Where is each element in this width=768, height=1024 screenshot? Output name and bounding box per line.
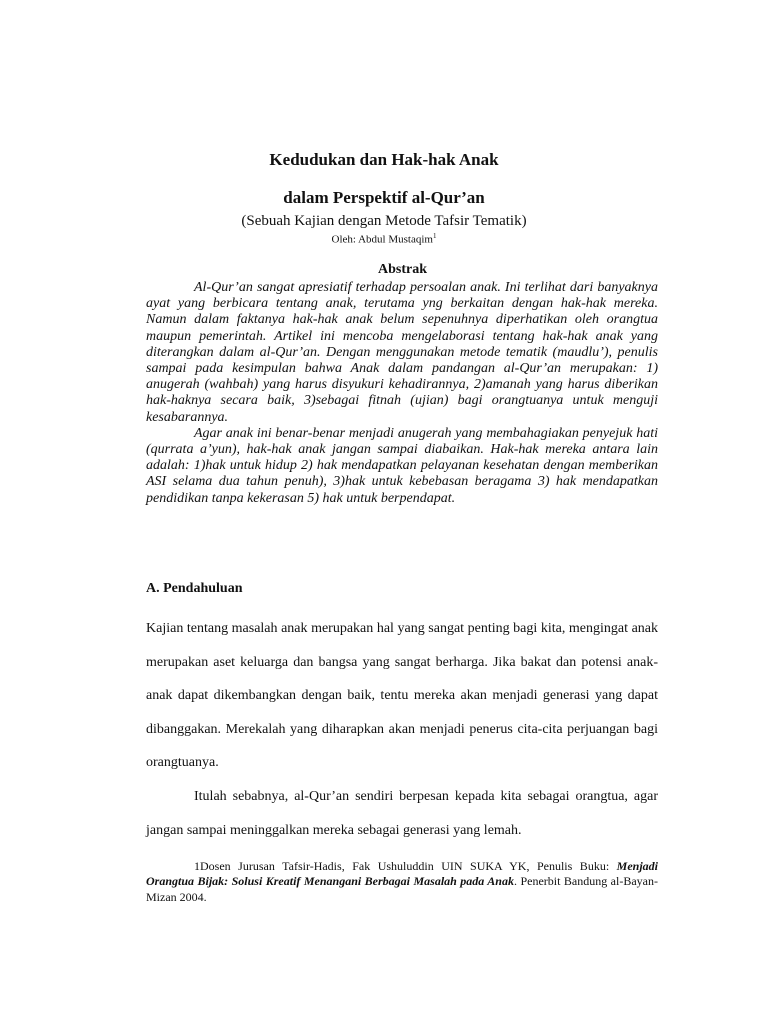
title-line-1: Kedudukan dan Hak-hak Anak [269, 150, 499, 169]
footnote-mark: 1 [432, 232, 437, 240]
abstract-body [146, 280, 658, 507]
author-name: Oleh: Abdul Mustaqim [331, 233, 433, 246]
abstract-paragraph-1: Al-Qur’an sangat apresiatif terhadap persoalan anak. Ini terlihat dari banyaknya ayat yang berbicara tentang anak, terutama yng berkaitan dengan hak-hak mereka. Namun dalam faktanya hak-hak anak belum sepenuhnya diperhatikan oleh orangtua maupun pemerintah. Artikel ini mencoba mengelaborasi tentang hak-hak anak yang diterangkan dalam al-Qur’an. Dengan menggunakan metode tematik (maudlu’), penulis sampai pada kesimpulan bahwa Anak dalam pandangan al-Qur’an merupakan: 1) anugerah (wahbah) yang harus disyukuri kehadirannya, 2)amanah yang harus diberikan hak-haknya secara baik, 3)sebagai fitnah (ujian) bagi orangtuanya untuk menguji kesabarannya. [146, 280, 658, 425]
subtitle: (Sebuah Kajian dengan Metode Tafsir Tematik) [241, 213, 527, 229]
footnote-suffix: . Penerbit Bandung al-Bayan-Mizan 2004. [146, 874, 658, 904]
footnote [146, 859, 658, 905]
title-line-2: dalam Perspektif al-Qur’an [283, 188, 485, 207]
abstract-paragraph-2: Agar anak ini benar-benar menjadi anugerah yang membahagiakan penyejuk hati (qurrata a’yun), hak-hak anak jangan sampai diabaikan. Hak-hak mereka antara lain adalah: 1)hak untuk hidup 2) hak mendapatkan pelayanan kesehatan dengan memberikan ASI selama dua tahun penuh), 3)hak untuk kebebasan beragama 3) hak mendapatkan pendidikan tanpa kekerasan 5) hak untuk berpendapat. [146, 425, 658, 506]
section-heading: A. Pendahuluan [146, 581, 243, 596]
body-paragraph-1: Kajian tentang masalah anak merupakan hal yang sangat penting bagi kita, mengingat anak merupakan aset keluarga dan bangsa yang sangat berharga. Jika bakat dan potensi anak-anak dapat dikembangkan dengan baik, tentu mereka akan menjadi generasi yang dapat dibanggakan. Merekalah yang diharapkan akan menjadi penerus cita-cita perjuangan bagi orangtuanya. [146, 621, 658, 771]
footnote-book-title: Menjadi Orangtua Bijak: Solusi Kreatif Menangani Berbagai Masalah pada Anak [146, 859, 658, 889]
body-text [146, 612, 658, 847]
footnote-prefix: 1Dosen Jurusan Tafsir-Hadis, Fak Ushuluddin UIN SUKA YK, Penulis Buku: [194, 859, 617, 873]
author-line [0, 232, 768, 246]
body-paragraph-2: Itulah sebabnya, al-Qur’an sendiri berpesan kepada kita sebagai orangtua, agar jangan sampai meninggalkan mereka sebagai generasi yang lemah. [146, 788, 658, 838]
abstract-heading: Abstrak [377, 262, 427, 277]
footnote-text [146, 859, 658, 905]
